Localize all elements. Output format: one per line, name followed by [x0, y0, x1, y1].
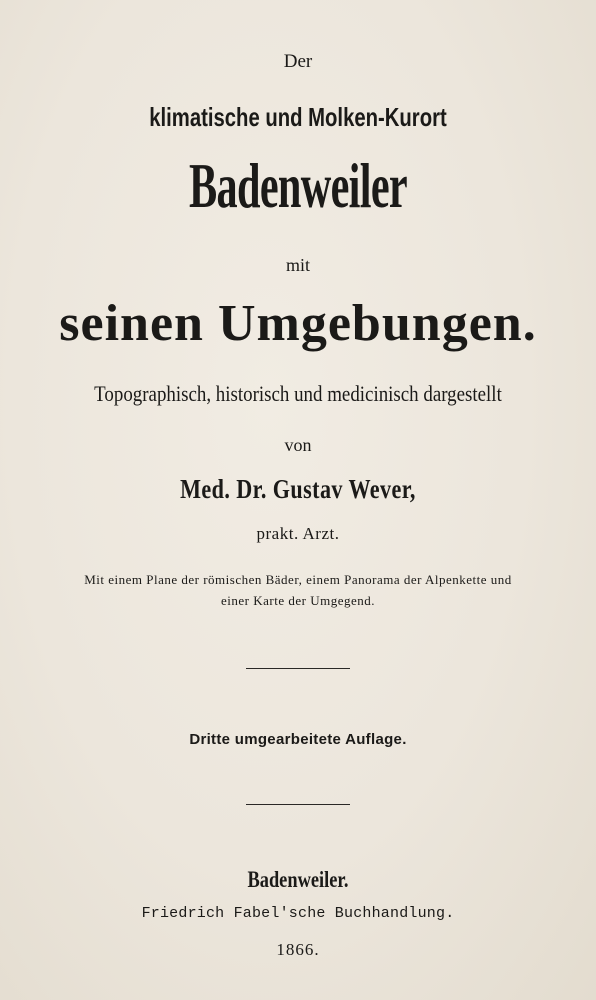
publication-place: Badenweiler.: [247, 867, 349, 892]
divider-rule: [246, 804, 350, 805]
by-line: von: [284, 435, 312, 455]
main-title: Badenweiler: [189, 150, 407, 221]
edition: Dritte umgearbeitete Auflage.: [189, 731, 407, 748]
publication-year: 1866.: [276, 940, 320, 959]
author-name: Med. Dr. Gustav Wever,: [180, 474, 416, 504]
author-profession: prakt. Arzt.: [256, 524, 340, 543]
title-continuation: seinen Umgebungen.: [59, 295, 537, 352]
title-article: Der: [283, 51, 313, 72]
supplement-line-2: einer Karte der Umgegend.: [221, 593, 375, 608]
divider-rule: [246, 668, 350, 669]
description: Topographisch, historisch und medicinisch dargestellt: [94, 381, 502, 406]
supplement-line-1: Mit einem Plane der römischen Bäder, einem Panorama der Alpenkette und: [84, 572, 512, 587]
publisher: Friedrich Fabel'sche Buchhandlung.: [141, 905, 455, 922]
subtitle: klimatische und Molken-Kurort: [149, 102, 447, 132]
title-connector: mit: [285, 255, 310, 275]
